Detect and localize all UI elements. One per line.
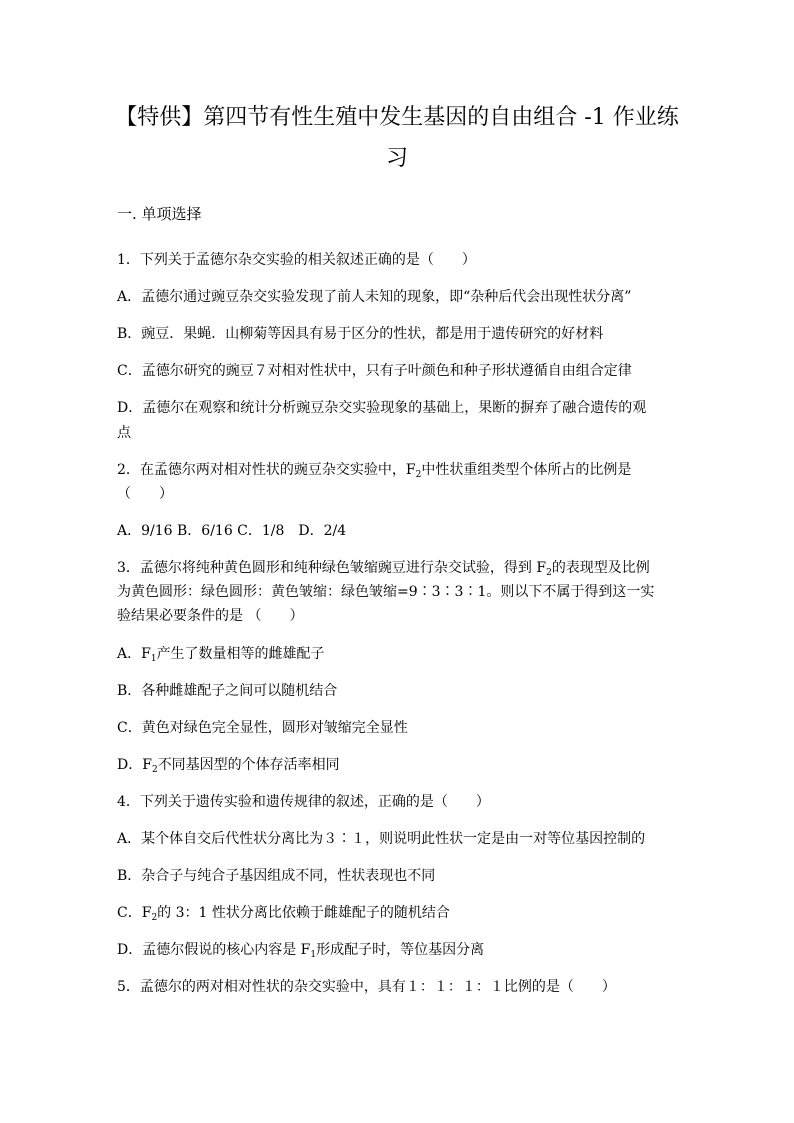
question-1-option-a: A．孟德尔通过豌豆杂交实验发现了前人未知的现象，即“杂种后代会出现性状分离” [117,289,632,305]
question-1-stem: 1．下列关于孟德尔杂交实验的相关叙述正确的是（ ） [117,252,476,268]
question-1-option-d: D．孟德尔在观察和统计分析豌豆杂交实验现象的基础上，果断的摒弃了融合遗传的观 [117,400,647,416]
question-3-option-a: A．$F_1$产生了数量相等的雌雄配子 [117,646,325,664]
question-4-option-a: A．某个体自交后代性状分离比为３∶１，则说明此性状一定是由一对等位基因控制的 [117,831,646,847]
section-heading: 一. 单项选择 [117,205,202,223]
document-title-continued: 习 [385,146,408,171]
question-3-option-c: C．黄色对绿色完全显性，圆形对皱缩完全显性 [117,720,408,736]
question-2-stem-continued: （ ） [117,486,173,502]
question-3-stem-line3: 验结果必要条件的是 （ ） [117,608,304,624]
question-1-option-d-continued: 点 [117,425,131,441]
question-2-options: A．9/16 B．6/16 C．1/8 D．2/4 [117,523,347,539]
question-1-option-c: C．孟德尔研究的豌豆７对相对性状中，只有子叶颜色和种子形状遵循自由组合定律 [117,363,632,379]
question-5-stem: 5．孟德尔的两对相对性状的杂交实验中，具有１：１：１：１比例的是（ ） [117,979,616,995]
question-3-option-b: B．各种雌雄配子之间可以随机结合 [117,683,338,699]
question-3-stem-line2: 为黄色圆形：绿色圆形：黄色皱缩：绿色皱缩=9∶3∶3∶1。则以下不属于得到这一实 [117,584,655,600]
question-3-stem: 3．孟德尔将纯种黄色圆形和纯种绿色皱缩豌豆进行杂交试验，得到 $F_2$的表现型及比例 [117,560,650,578]
question-4-option-d: D．孟德尔假说的核心内容是 $F_1$形成配子时，等位基因分离 [117,942,485,960]
question-2-stem: 2．在孟德尔两对相对性状的豌豆杂交实验中，$F_2$中性状重组类型个体所占的比例是 [117,462,632,480]
document-title: 【特供】第四节有性生殖中发生基因的自由组合 -1 作业练 [115,105,679,130]
question-4-stem: 4．下列关于遗传实验和遗传规律的叙述，正确的是（ ） [117,794,490,810]
question-1-option-b: B．豌豆．果蝇．山柳菊等因具有易于区分的性状，都是用于遗传研究的好材料 [117,326,604,342]
question-3-option-d: D．$F_2$不同基因型的个体存活率相同 [117,757,340,775]
question-4-option-c: C．$F_2$的 3：1 性状分离比依赖于雌雄配子的随机结合 [117,905,450,923]
question-4-option-b: B．杂合子与纯合子基因组成不同，性状表现也不同 [117,868,436,884]
